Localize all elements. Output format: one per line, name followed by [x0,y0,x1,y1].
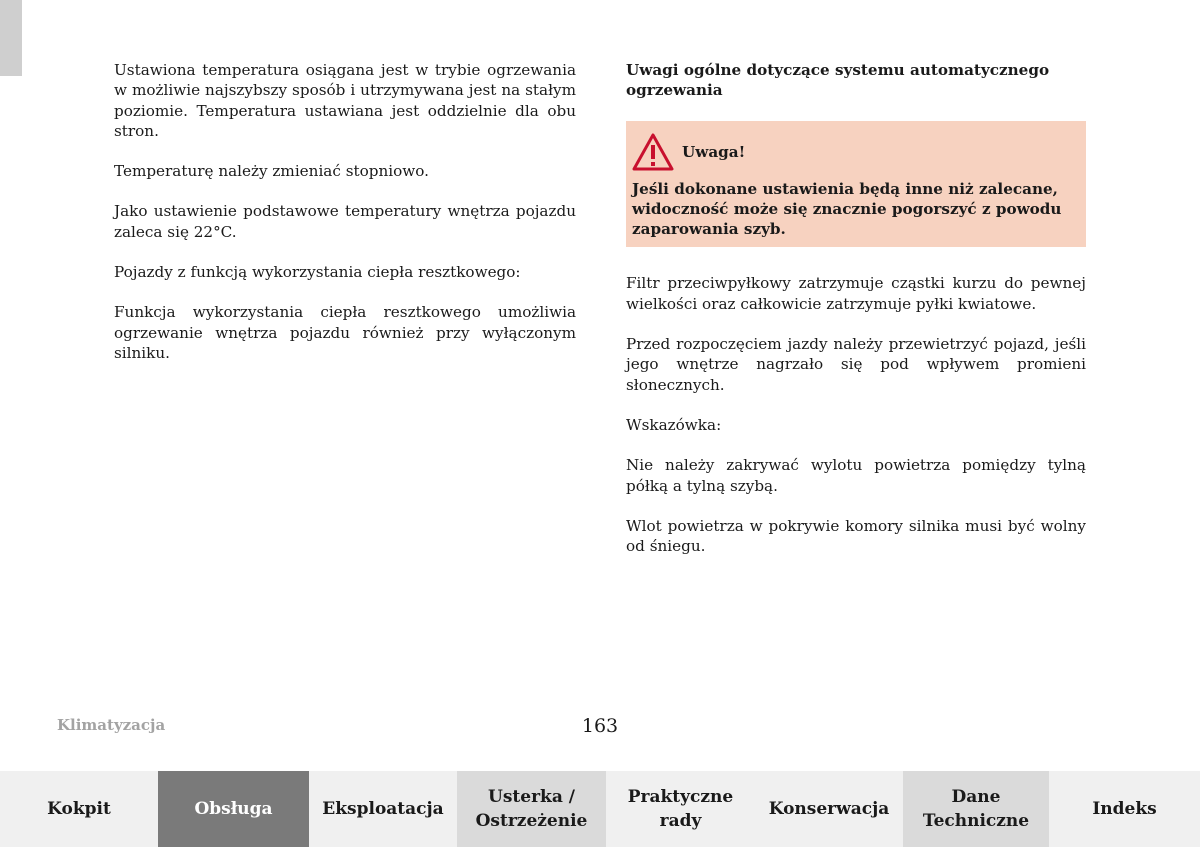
left-paragraph-4: Pojazdy z funkcją wykorzystania ciepła resztkowego: [114,263,521,282]
left-column [114,60,576,383]
nav-tab-label: Usterka / Ostrzeżenie [475,787,588,831]
nav-tab-label: Praktyczne rady [627,787,734,831]
bottom-navigation [0,771,1200,847]
right-paragraph-3: Wskazówka: [626,415,722,434]
left-paragraph-5: Funkcja wykorzystania ciepła resztkowego umożliwia ogrzewanie wnętrza pojazdu również przy wyłączonym silniku. [114,303,576,362]
nav-tab-indeks[interactable] [1049,771,1200,847]
nav-tab-label: Eksploatacja [322,799,444,819]
nav-tab-praktyczne-rady[interactable] [606,771,755,847]
nav-tab-label: Obsługa [194,799,273,819]
nav-tab-usterka[interactable] [457,771,606,847]
nav-tab-label: Indeks [1092,799,1157,819]
right-paragraph-1: Filtr przeciwpyłkowy zatrzymuje cząstki kurzu do pewnej wielkości oraz całkowicie zatrzymuje pyłki kwiatowe. [626,274,1086,313]
nav-tab-kokpit[interactable] [0,771,158,847]
nav-tab-label: Dane Techniczne [922,787,1030,831]
right-column [626,60,1086,576]
left-paragraph-3: Jako ustawienie podstawowe temperatury wnętrza pojazdu zaleca się 22°C. [114,202,576,241]
section-heading: Uwagi ogólne dotyczące systemu automatycznego ogrzewania [626,61,1050,100]
right-paragraph-5: Wlot powietrza w pokrywie komory silnika musi być wolny od śniegu. [626,516,1086,556]
warning-text: Jeśli dokonane ustawienia będą inne niż zalecane, widoczność może się znacznie pogorszyć z powodu zaparowania szyb. [632,179,1062,239]
warning-box [626,121,1086,248]
right-paragraph-4: Nie należy zakrywać wylotu powietrza pomiędzy tylną półką a tylną szybą. [626,456,1086,495]
warning-title: Uwaga! [682,142,746,161]
corner-tab-marker [0,0,22,76]
nav-tab-label: Kokpit [47,799,111,819]
warning-header [632,133,1080,171]
nav-tab-konserwacja[interactable] [755,771,903,847]
nav-tab-label: Konserwacja [768,799,890,819]
nav-tab-eksploatacja[interactable] [309,771,457,847]
left-paragraph-2: Temperaturę należy zmieniać stopniowo. [114,162,429,181]
right-paragraph-2: Przed rozpoczęciem jazdy należy przewietrzyć pojazd, jeśli jego wnętrze nagrzało się pod wpływem promieni słonecznych. [626,335,1086,394]
page-number: 163 [581,715,619,737]
left-paragraph-1: Ustawiona temperatura osiągana jest w trybie ogrzewania w możliwie najszybszy sposób i utrzymywana jest na stałym poziomie. Temperatura ustawiana jest oddzielnie dla obu stron. [114,61,576,140]
nav-tab-obsluga[interactable] [158,771,309,847]
nav-tab-dane-techniczne[interactable] [903,771,1049,847]
warning-triangle-icon [632,133,674,171]
section-label: Klimatyzacja [57,716,166,734]
